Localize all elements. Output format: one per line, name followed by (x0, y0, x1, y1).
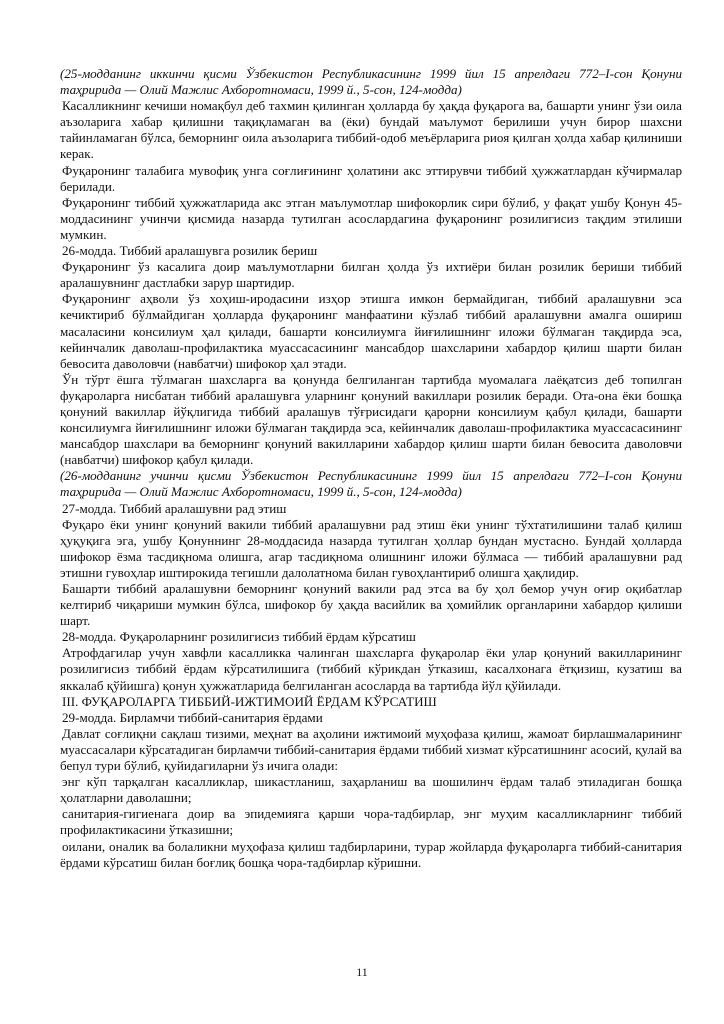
article-heading-29: 29-модда. Бирламчи тиббий-санитария ёрдами (62, 709, 323, 725)
paragraph: Давлат соғлиқни сақлаш тизими, меҳнат ва аҳолини ижтимоий муҳофаза қилиш, жамоат бирлашмаларининг муассасалари кўрсатадиган бирламчи тиббий-санитария ёрдами тиббий хизмат кўрсатишнинг асосий, қулай ва бепул тури бўлиб, қуйидагиларни ўз ичига олади: (60, 725, 682, 774)
paragraph: Касалликнинг кечиши номақбул деб тахмин қилинган ҳолларда бу ҳақда фуқарога ва, башарти унинг ўзи оила аъзоларига хабар қилишни тақиқламаган ва (ёки) бундай маълумот берилиши учун бирор шахсни тайинламаган бўлса, беморнинг оила аъзоларига тиббий-одоб меъёрларига риоя қилган ҳолда хабар қилиниши керак. (60, 98, 682, 162)
paragraph: Фуқаронинг талабига мувофиқ унга соғлиғининг ҳолатини акс эттирувчи тиббий ҳужжатлардан кўчирмалар берилади. (60, 162, 682, 194)
article-heading-27: 27-модда. Тиббий аралашувни рад этиш (62, 500, 287, 516)
paragraph: Атрофдагилар учун хавфли касалликка чалинган шахсларга фуқаролар ёки улар қонуний вакилларининг розилигисиз тиббий ёрдам кўрсатилишига (тиббий кўрикдан ўтказиш, касалхонага ётқизиш, кузатиш ва яккалаб қўйишга) қонун ҳужжатларида белгиланган асосларда ва тартибда йўл қўйилади. (60, 645, 682, 693)
paragraph: Ўн тўрт ёшга тўлмаган шахсларга ва қонунда белгиланган тартибда муомалага лаёқатсиз деб топилган фуқароларга нисбатан тиббий аралашувга уларнинг қонуний вакиллари розилик беради. Ота-она ёки бошқа қонуний вакиллар йўқлигида тиббий аралашув тўғрисидаги қарорни консилиум қабул қилади, башарти консилиумга йиғилишнинг иложи бўлмаган тақдирда эса, кейинчалик даволаш-профилактика муассасасининг мансабдор шахслари ва беморнинг қонуний вакилларини хабардор қилиш шарти билан бевосита даволовчи (навбатчи) шифокор қабул қилади. (60, 371, 682, 468)
paragraph: Башарти тиббий аралашувни беморнинг қонуний вакили рад этса ва бу ҳол бемор учун оғир оқибатлар келтириб чиқариши мумкин бўлса, шифокор бу ҳақда васийлик ва ҳомийлик органларини хабардор қилиши шарт. (60, 581, 682, 629)
document-body (60, 66, 682, 871)
list-item: энг кўп тарқалган касалликлар, шикастланиш, заҳарланиш ва шошилинч ёрдам талаб этиладиган бошқа ҳолатларни даволашни; (60, 774, 682, 806)
amendment-note-26: (26-модданинг учинчи қисми Ўзбекистон Республикасининг 1999 йил 15 апрелдаги 772–I-сон Қонуни таҳририда — Олий Мажлис Ахборотномаси, 1999 й., 5-сон, 124-модда) (60, 468, 682, 500)
article-heading-26: 26-модда. Тиббий аралашувга розилик бериш (62, 243, 318, 259)
paragraph: Фуқаронинг аҳволи ўз хоҳиш-иродасини изҳор этишга имкон бермайдиган, тиббий аралашувни эса кечиктириб бўлмайдиган ҳолларда фуқаронинг манфаатини кўзлаб тиббий аралашувни амалга ошириш масаласини консилиум ҳал қилади, башарти консилиумга йиғилишнинг иложи бўлмаган тақдирда эса, кейинчалик даволаш-профилактика муассасасининг мансабдор шахсларини хабардор қилиш шарти билан бевосита даволовчи (навбатчи) шифокор ҳал этади. (60, 291, 682, 371)
paragraph: Фуқаронинг тиббий ҳужжатларида акс этган маълумотлар шифокорлик сири бўлиб, у фақат ушбу Қонун 45-моддасининг учинчи қисмида назарда тутилган асослардагина фуқаронинг розилигисиз тақдим этилиши мумкин. (60, 194, 682, 242)
list-item: оилани, оналик ва болаликни муҳофаза қилиш тадбирларини, турар жойларда фуқароларга тиббий-санитария ёрдами кўрсатиш билан боғлиқ бошқа чора-тадбирлар кўришни. (60, 838, 682, 870)
paragraph: Фуқаро ёки унинг қонуний вакили тиббий аралашувни рад этиш ёки унинг тўхтатилишини талаб қилиш ҳуқуқига эга, ушбу Қонуннинг 28-моддасида назарда тутилган ҳоллар бундан мустасно. Бундай ҳолларда шифокор ёзма тасдиқнома олишга, агар тасдиқнома олишнинг иложи бўлмаса — тиббий аралашувни рад этишни гувоҳлар иштирокида тегишли далолатнома билан гувоҳлантириб олишга ҳақлидир. (60, 516, 682, 580)
amendment-note-25: (25-модданинг иккинчи қисми Ўзбекистон Республикасининг 1999 йил 15 апрелдаги 772–I-сон Қонуни таҳририда — Олий Мажлис Ахборотномаси, 1999 й., 5-сон, 124-модда) (60, 66, 682, 98)
page-number: 11 (356, 965, 368, 979)
paragraph: Фуқаронинг ўз касалига доир маълумотларни билган ҳолда ўз ихтиёри билан розилик бериши тиббий аралашувнинг дастлабки зарур шартидир. (60, 259, 682, 291)
list-item: санитария-гигиенага доир ва эпидемияга қарши чора-тадбирлар, энг муҳим касалликларнинг тиббий профилактикасини ўтказишни; (60, 806, 682, 838)
section-heading-3: III. ФУҚАРОЛАРГА ТИББИЙ-ИЖТИМОИЙ ЁРДАМ КЎРСАТИШ (62, 693, 437, 709)
article-heading-28: 28-модда. Фуқароларнинг розилигисиз тиббий ёрдам кўрсатиш (62, 629, 416, 645)
